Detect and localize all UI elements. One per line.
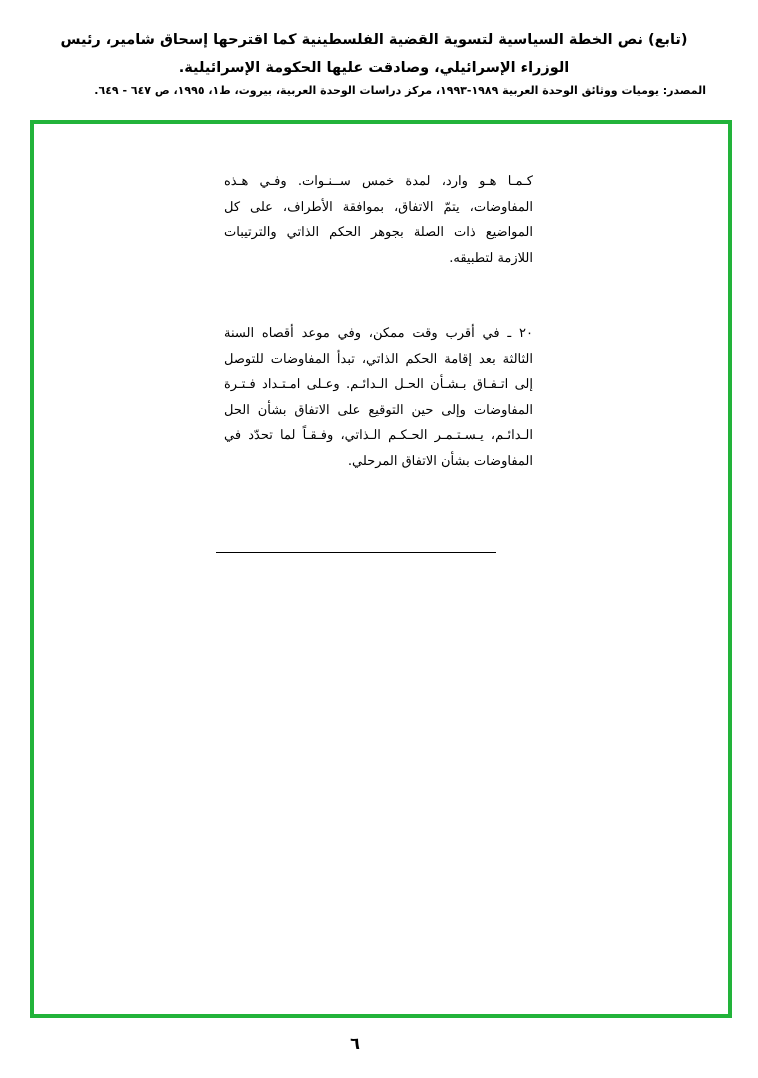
paragraph-article-20: ٢٠ ـ في أقرب وقت ممكن، وفي موعد أقصاه السنة الثالثة بعد إقامة الحكم الذاتي، تبدأ المفاوضات للتوصل إلى اتـفـاق بـشـأن الحـل الـدائـم. وعـلى امـتـداد فـتـرة المفاوضات وإلى حين التوقيع على الاتفاق بشأن الحل الـدائـم، يـسـتـمـر الحـكـم الـذاتي، وفـقـاً لما تحدّد في المفاوضات بشأن الاتفاق المرحلي.	[224, 326, 533, 469]
page-number: ٦	[350, 1034, 360, 1053]
document-frame	[30, 120, 732, 1018]
document-header-title: (تابع) نص الخطة السياسية لتسوية القضية الفلسطينية كما اقترحها إسحاق شامير، رئيس الوزراء الإسرائيلي، وصادقت عليها الحكومة الإسرائيلية.	[60, 32, 688, 76]
document-source-citation: المصدر: يوميات ووثائق الوحدة العربية ١٩٨٩-١٩٩٣، مركز دراسات الوحدة العربية، بيروت، ط١، ١٩٩٥، ص ٦٤٧ - ٦٤٩.	[94, 84, 706, 97]
paragraph-continuation: كـمـا هـو وارد، لمدة خمس ســنـوات. وفـي هـذه المفاوضات، يتمّ الاتفاق، بموافقة الأطراف، على كل المواضيع ذات الصلة بجوهر الحكم الذاتي والترتيبات اللازمة لتطبيقه.	[224, 174, 533, 266]
footnote-separator-line	[216, 552, 496, 553]
